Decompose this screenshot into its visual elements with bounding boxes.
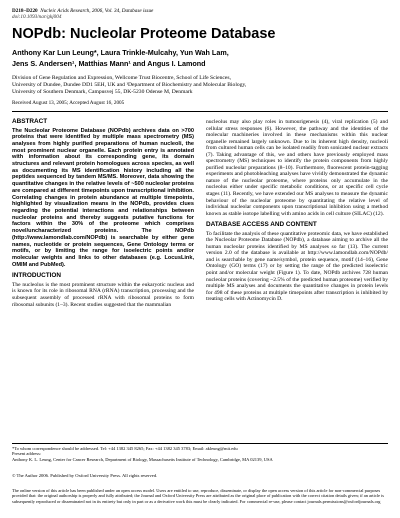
introduction-heading: INTRODUCTION [12, 272, 61, 280]
affiliation-line-1: Division of Gene Regulation and Expression, Wellcome Trust Biocentre, School of Life Sciences, [12, 75, 231, 81]
introduction-text: The nucleolus is the most prominent structure within the eukaryotic nucleus and is known for its role in ribosomal RNA (rRNA) transcription, processing and the subsequent assembly of processed rRNA with ribosomal proteins to form ribosomal subunits (1–3). Recent studies suggested that the mammalian [12, 281, 194, 308]
journal-citation: Nucleic Acids Research, 2006, Vol. 34, Database issue [40, 8, 154, 14]
page-range: D218–D220 [12, 8, 38, 14]
body-paragraph-1: nucleolus may also play roles in tumourigenesis (4), viral replication (5) and cellular stress responses (6). However, the pathway and the identities of the molecular machineries involved in these mechanisms within this nuclear organelle remained largely unknown. Due to its inherent high density, nucleoli from cultured human cells can be isolated readily from sonicated nuclear extracts (7). Taking advantage of this, we and others have previously employed mass spectrometry (MS) techniques to identify the protein components from highly purified nucleolar preparations (8–10). Furthermore, fluorescent protein-tagging experiments and photobleaching analyses have vividly demonstrated the dynamic nature of the nucleolar proteome, where proteins only accumulate in the nucleolus either under specific metabolic conditions, or at specific cell cycle stages (11). Recently, we have extended our MS analyses to measure the dynamic behaviour of the nucleolar proteome by quantitating the relative level of individual nucleolar components upon transcriptional inhibition using a method known as stable isotope labelling with amino acids in cell culture (SILAC) (12). [206, 119, 388, 217]
body-paragraph-2: To facilitate the analysis of these quantitative proteomic data, we have established the Nucleolar Proteome Database (NOPdb), a database aiming to archive all the human nucleolar proteins identified by MS analyses so far (13). The current version 2.0 of the database is available at http://www.lamondlab.com/NOPdb/ and is searchable by gene name/symbol, protein sequence, motif (14–16), Gene Ontology (GO) terms (17) or by setting the range of the predicted isoelectric point and/or molecular weight (Figure 1). To date, NOPdb archives 728 human nucleolar proteins (covering ~2.5% of the predicted human proteome) verified by multiple MS analyses and documents the quantitative changes in protein levels for 498 of these proteins at multiple timepoints after transcription is inhibited by treating cells with Actinomycin D. [206, 230, 388, 303]
corresponding-author-note: *To whom correspondence should be addressed. Tel: +44 1382 345 8265; Fax: +44 1382 345 3783; Email: akleung@mit.edu [12, 446, 238, 451]
left-column [12, 119, 194, 308]
article-title: NOPdb: Nucleolar Proteome Database [12, 26, 276, 42]
author-list [12, 47, 388, 69]
header-divider [12, 111, 388, 112]
author-line-2: Jens S. Andersen¹, Matthias Mann¹ and Angus I. Lamond [12, 59, 206, 68]
affiliation-line-3: University of Southern Denmark, Campusvej 55, DK-5230 Odense M, Denmark [12, 89, 193, 96]
copyright-notice: © The Author 2006. Published by Oxford University Press. All rights reserved. [12, 473, 158, 478]
abstract-text: The Nucleolar Proteome Database (NOPdb) archives data on >700 proteins that were identified by multiple mass spectrometry (MS) analyses from highly purified preparations of human nucleoli, the most prominent nuclear organelle. Each protein entry is annotated with information about its corresponding gene, its domain structures and relevant protein homologues across species, as well as documenting its MS identification history including all the peptides sequenced by tandem MS/MS. Moreover, data showing the quantitative changes in the relative levels of ~500 nucleolar proteins are compared at different timepoints upon transcriptional inhibition. Correlating changes in protein abundance at multiple timepoints, highlighted by visualization means in the NOPdb, provides clues regarding the potential interactions and relationships between nucleolar proteins and thereby suggests putative functions for factors within the 30% of the proteome which comprises novel/uncharacterized proteins. The NOPdb (http://www.lamondlab.com/NOPdb) is searchable by either gene names, nucleotide or protein sequences, Gene Ontology terms or motifs, or by limiting the range for isoelectric points and/or molecular weights and links to other databases (e.g. LocusLink, OMIM and PubMed). [12, 127, 194, 268]
present-address-label: Present address: [12, 451, 42, 457]
open-access-license: The online version of this article has been published under an open access model. Users are entitled to use, reproduce, disseminate, or display the open access version of this article for non-commercial purposes provided that: the original authorship is properly and fully attributed; the Journal and Oxford University Press are attributed as the original place of publication with the correct citation details given; if an article is subsequently reproduced or disseminated not in its entirety but only in part or as a derivative work this must be clearly indicated. For commercial re-use, please contact journals.permissions@oxfordjournals.org [12, 488, 385, 504]
received-date: Received August 13, 2005; Accepted August 16, 2005 [12, 100, 125, 106]
abstract-heading: ABSTRACT [12, 118, 48, 125]
affiliation-line-2: University of Dundee, Dundee DD1 5EH, UK and ¹Department of Biochemistry and Molecular Biology, [12, 82, 247, 89]
right-column [206, 119, 388, 303]
present-address: Anthony K. L. Leung, Center for Cancer Research, Department of Biology, Massachusetts Institute of Technology, Cambridge, MA 02139, USA [12, 456, 273, 462]
running-header [12, 8, 388, 20]
footnotes [12, 446, 388, 462]
footnote-divider [12, 443, 388, 444]
author-line-1: Anthony Kar Lun Leung*, Laura Trinkle-Mulcahy, Yun Wah Lam, [12, 48, 229, 57]
doi: doi:10.1093/nar/gkj004 [12, 14, 62, 20]
affiliations [12, 75, 388, 97]
database-access-heading: DATABASE ACCESS AND CONTENT [206, 221, 317, 229]
